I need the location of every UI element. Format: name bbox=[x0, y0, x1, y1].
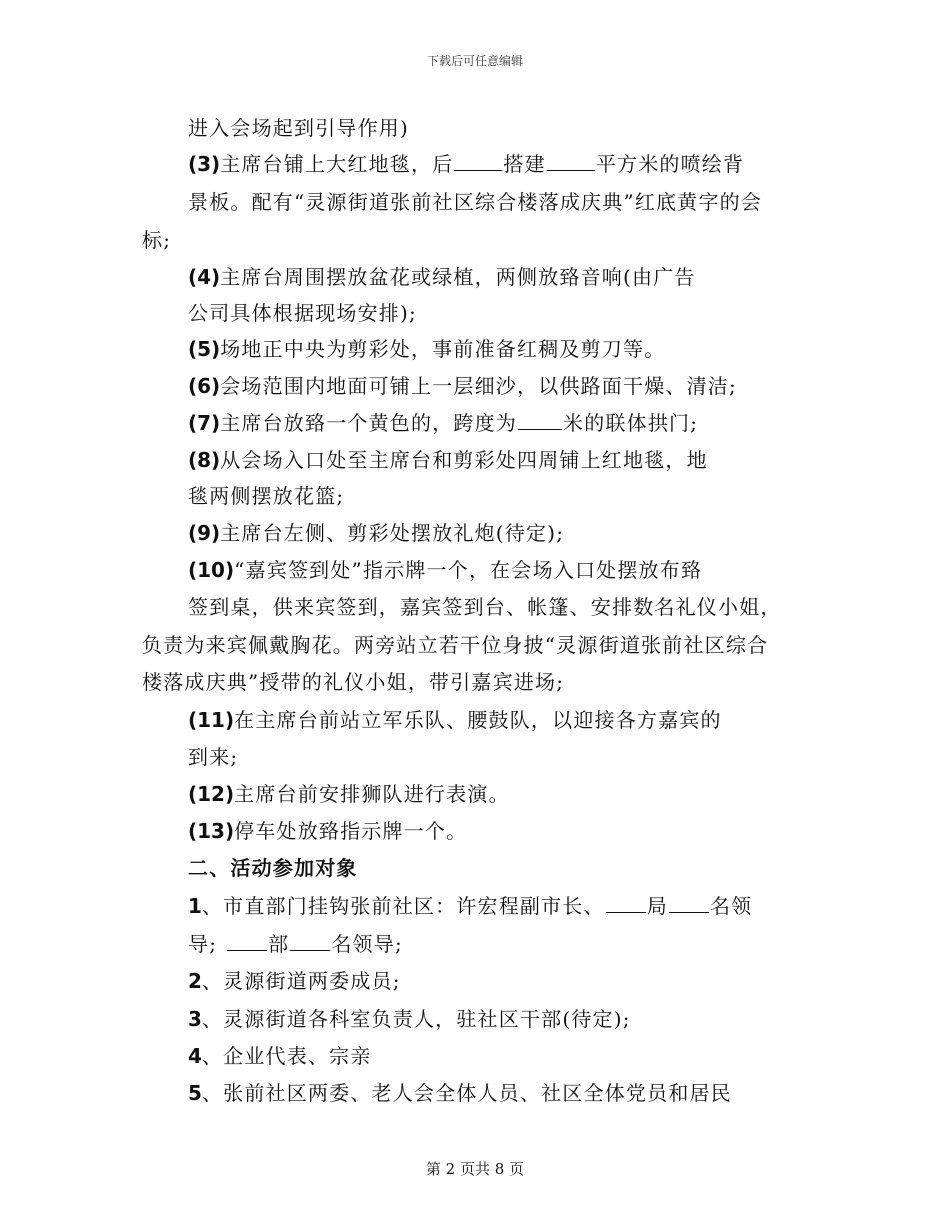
list-item-10: (10)“嘉宾签到处”指示牌一个，在会场入口处摆放布臵 bbox=[188, 558, 703, 582]
list-item-7: (7)主席台放臵一个黄色的，跨度为 米的联体拱门; bbox=[188, 411, 699, 435]
section-heading: 二、活动参加对象 bbox=[188, 856, 358, 880]
text-line: 楼落成庆典”授带的礼仪小姐，带引嘉宾进场; bbox=[142, 670, 565, 694]
list-item-9: (9)主席台左侧、剪彩处摆放礼炮(待定); bbox=[188, 521, 565, 545]
list-item-6: (6)会场范围内地面可铺上一层细沙，以供路面干燥、清洁; bbox=[188, 374, 737, 398]
list-item-13: (13)停车处放臵指示牌一个。 bbox=[188, 819, 468, 843]
participant-item-4: 4、企业代表、宗亲 bbox=[188, 1044, 372, 1068]
text-line: 标; bbox=[142, 228, 172, 252]
list-item-5: (5)场地正中央为剪彩处，事前准备红稠及剪刀等。 bbox=[188, 337, 666, 361]
participant-item-3: 3、灵源街道各科室负责人，驻社区干部(待定); bbox=[188, 1007, 631, 1031]
participant-item-2: 2、灵源街道两委成员; bbox=[188, 969, 401, 993]
page-header: 下载后可任意编辑 bbox=[426, 54, 523, 68]
participant-item-1: 1、市直部门挂钩张前社区：许宏程副市长、 局 名领 bbox=[188, 894, 753, 918]
text-line: 进入会场起到引导作用) bbox=[188, 116, 410, 140]
text-line: 签到桌，供来宾签到，嘉宾签到台、帐篷、安排数名礼仪小姐， bbox=[188, 595, 782, 619]
list-item-12: (12)主席台前安排狮队进行表演。 bbox=[188, 782, 510, 806]
text-line: 公司具体根据现场安排); bbox=[188, 301, 417, 325]
list-item-8: (8)从会场入口处至主席台和剪彩处四周铺上红地毯，地 bbox=[188, 448, 708, 472]
text-line: 到来; bbox=[188, 745, 239, 769]
page-footer: 第 2 页共 8 页 bbox=[425, 1160, 525, 1178]
list-item-3: (3)主席台铺上大红地毯，后 搭建 平方米的喷绘背 bbox=[188, 152, 745, 176]
text-line: 导; 部 名领导; bbox=[188, 932, 403, 956]
participant-item-5: 5、张前社区两委、老人会全体人员、社区全体党员和居民 bbox=[188, 1081, 732, 1105]
list-item-4: (4)主席台周围摆放盆花或绿植，两侧放臵音响(由广告 bbox=[188, 265, 696, 289]
text-line: 负责为来宾佩戴胸花。两旁站立若干位身披“灵源街道张前社区综合 bbox=[142, 633, 769, 657]
text-line: 毯两侧摆放花篮; bbox=[188, 484, 345, 508]
list-item-11: (11)在主席台前站立军乐队、腰鼓队，以迎接各方嘉宾的 bbox=[188, 708, 722, 732]
text-line: 景板。配有“灵源街道张前社区综合楼落成庆典”红底黄字的会 bbox=[188, 190, 763, 214]
